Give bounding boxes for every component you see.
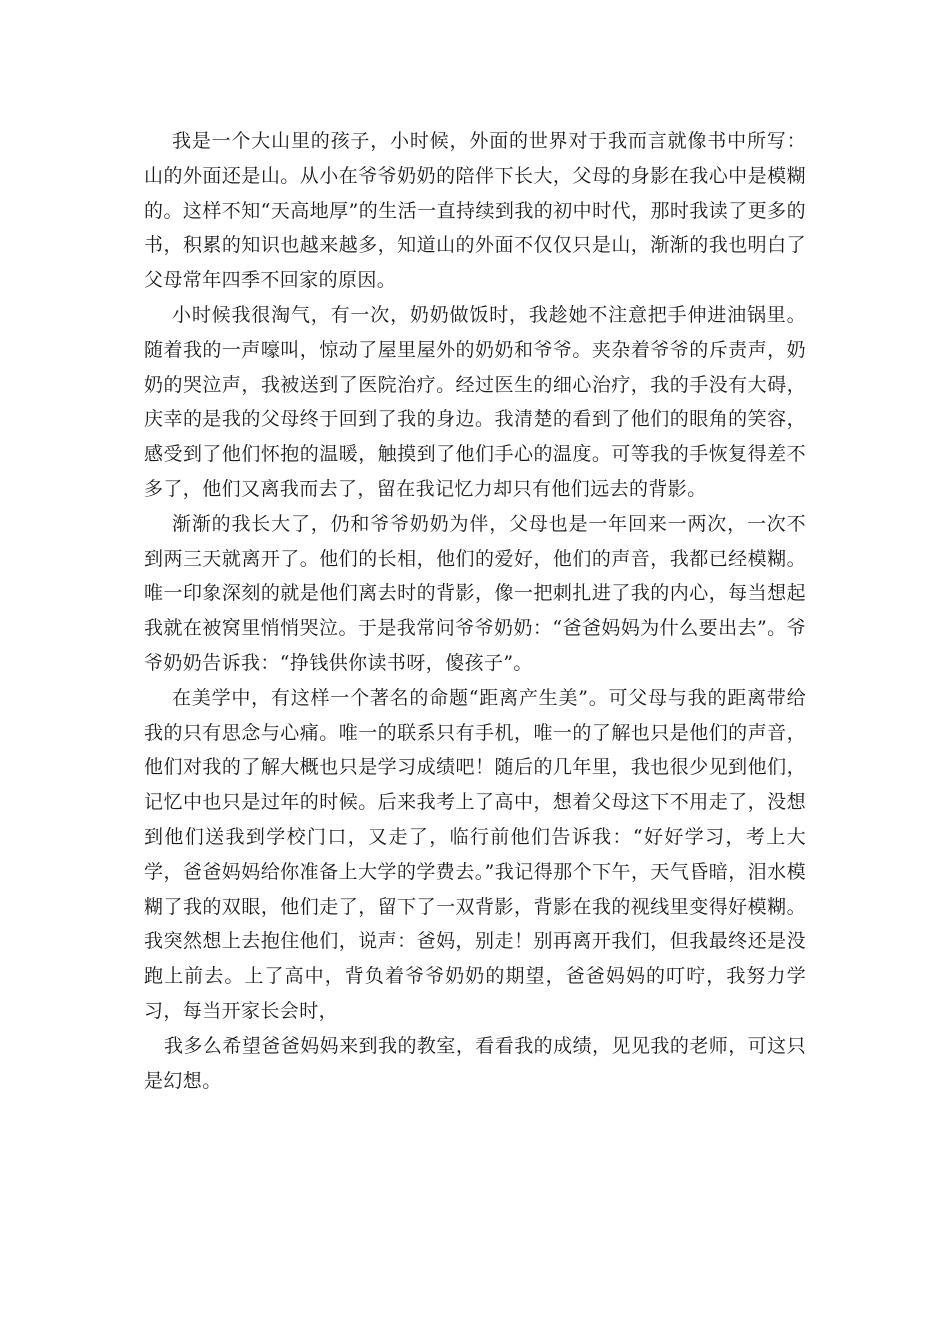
paragraph-4: 在美学中，有这样一个著名的命题“距离产生美”。可父母与我的距离带给我的只有思念与心痛。唯一的联系只有手机，唯一的了解也只是他们的声音，他们对我的了解大概也只是学习成绩吧！随后的几年里，我也很少见到他们，记忆中也只是过年的时候。后来我考上了高中，想着父母这下不用走了，没想到他们送我到学校门口，又走了，临行前他们告诉我：“好好学习，考上大学，爸爸妈妈给你准备上大学的学费去。”我记得那个下午，天气昏暗，泪水模糊了我的双眼，他们走了，留下了一双背影，背影在我的视线里变得好模糊。我突然想上去抱住他们，说声：爸妈，别走！别再离开我们，但我最终还是没跑上前去。上了高中，背负着爷爷奶奶的期望，爸爸妈妈的叮咛，我努力学习，每当开家长会时， (144, 686, 806, 1022)
paragraph-5: 我多么希望爸爸妈妈来到我的教室，看看我的成绩，见见我的老师，可这只是幻想。 (144, 1034, 806, 1092)
document-body (144, 124, 806, 1098)
paragraph-2: 小时候我很淘气，有一次，奶奶做饭时，我趁她不注意把手伸进油锅里。随着我的一声嚎叫，惊动了屋里屋外的奶奶和爷爷。夹杂着爷爷的斥责声，奶奶的哭泣声，我被送到了医院治疗。经过医生的细心治疗，我的手没有大碍，庆幸的是我的父母终于回到了我的身边。我清楚的看到了他们的眼角的笑容，感受到了他们怀抱的温暖，触摸到了他们手心的温度。可等我的手恢复得差不多了，他们又离我而去了，留在我记忆力却只有他们远去的背影。 (144, 303, 806, 500)
paragraph-1: 我是一个大山里的孩子，小时候，外面的世界对于我而言就像书中所写：山的外面还是山。从小在爷爷奶奶的陪伴下长大，父母的身影在我心中是模糊的。这样不知“天高地厚”的生活一直持续到我的初中时代，那时我读了更多的书，积累的知识也越来越多，知道山的外面不仅仅只是山，渐渐的我也明白了父母常年四季不回家的原因。 (144, 130, 806, 292)
paragraph-3: 渐渐的我长大了，仍和爷爷奶奶为伴，父母也是一年回来一两次，一次不到两三天就离开了。他们的长相，他们的爱好，他们的声音，我都已经模糊。唯一印象深刻的就是他们离去时的背影，像一把刺扎进了我的内心，每当想起我就在被窝里悄悄哭泣。于是我常问爷爷奶奶：“爸爸妈妈为什么要出去”。爷爷奶奶告诉我：“挣钱供你读书呀，傻孩子”。 (144, 512, 806, 674)
